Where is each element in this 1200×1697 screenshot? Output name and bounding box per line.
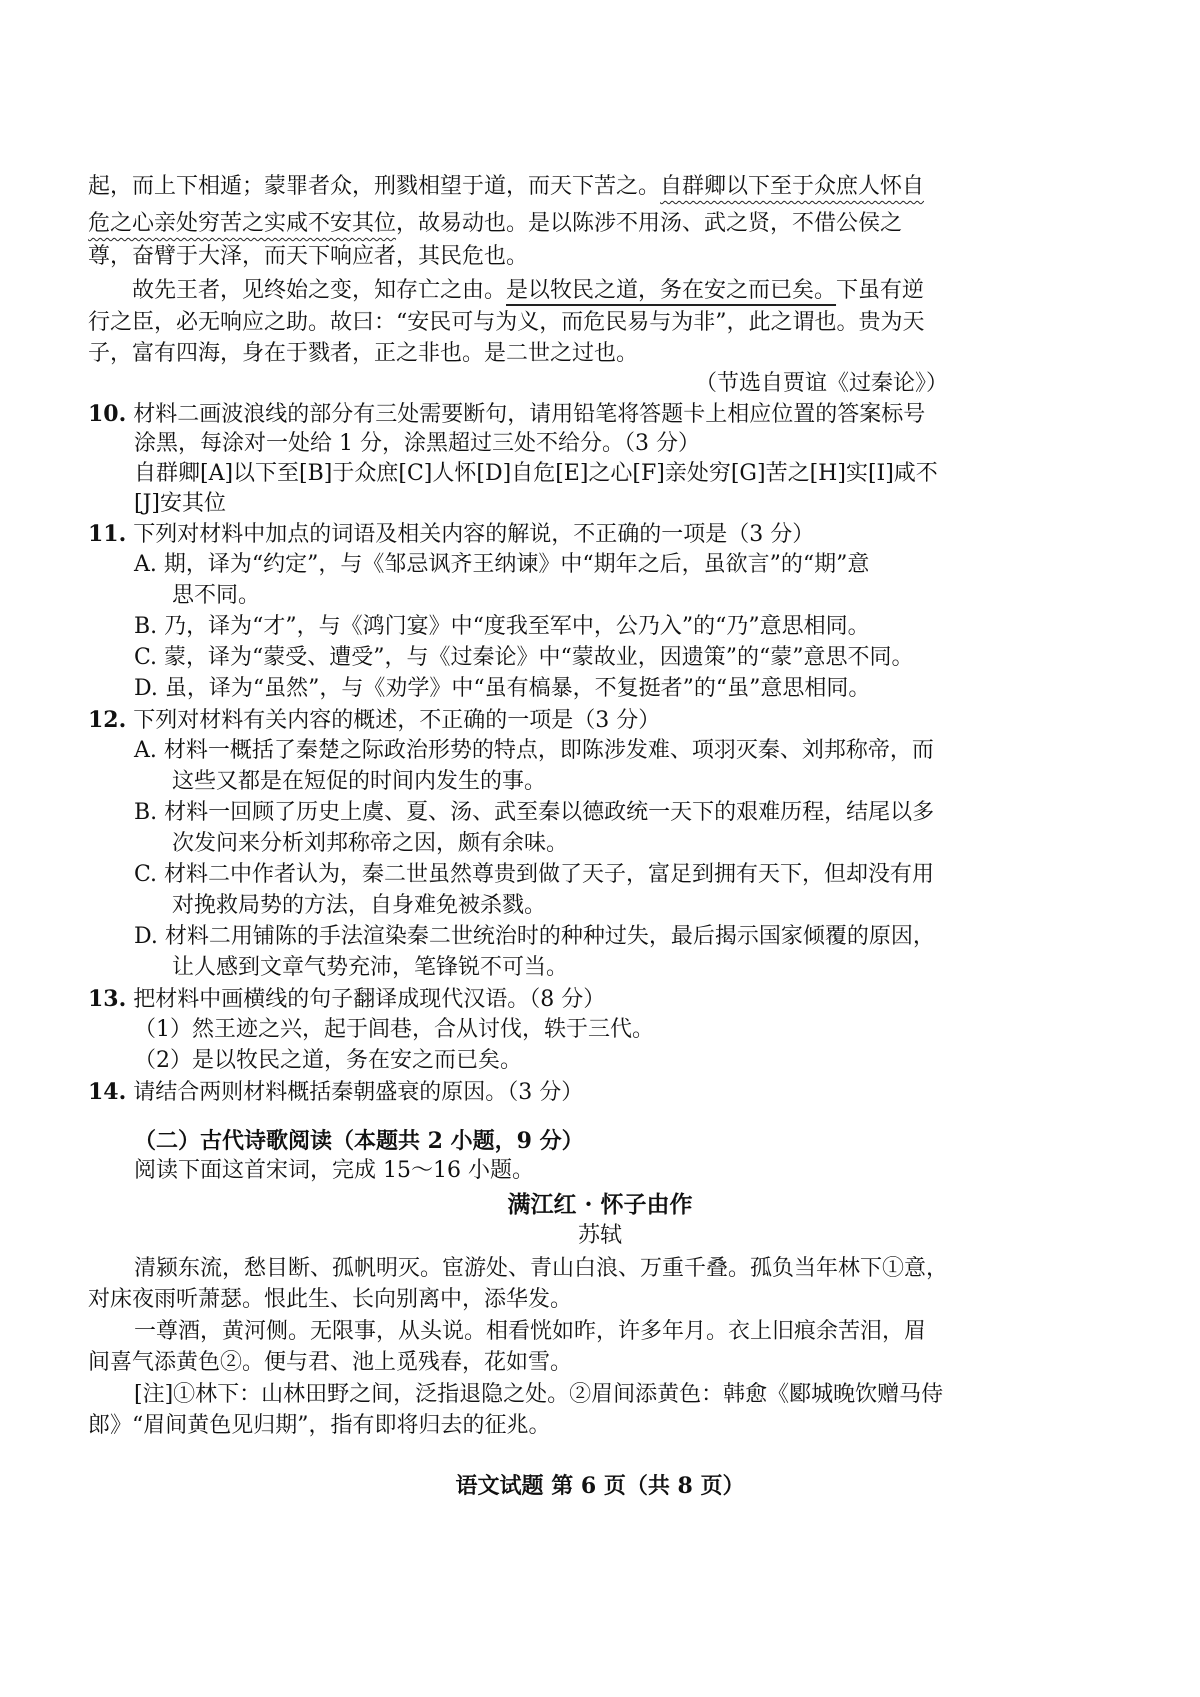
option-a: A. 期，译为“约定”，与《邹忌讽齐王纳谏》中“期年之后，虽欲言”的“期”意: [134, 552, 870, 577]
section-instruction: 阅读下面这首宋词，完成 15～16 小题。: [134, 1158, 534, 1183]
question-stem-line: 涂黑，每涂对一处给 1 分，涂黑超过三处不给分。（3 分）: [134, 431, 700, 456]
question-stem: 下列对材料中加点的词语及相关内容的解说，不正确的一项是（3 分）: [133, 522, 815, 547]
underlined-sentence: 是以牧民之道，务在安之而已矣。: [506, 278, 837, 303]
option-c: C. 蒙，译为“蒙受、遭受”，与《过秦论》中“蒙故业，因遗策”的“蒙”意思不同。: [134, 645, 914, 670]
question-13: [88, 988, 605, 1011]
option-c: C. 材料二中作者认为，秦二世虽然尊贵到做了天子，富足到拥有天下，但却没有用: [134, 862, 935, 887]
question-11: [88, 523, 814, 546]
poem-line: 一尊酒，黄河侧。无限事，从头说。相看恍如昨，许多年月。衣上旧痕余苦泪，眉: [134, 1319, 927, 1344]
passage-line: 子，富有四海，身在于戮者，正之非也。是二世之过也。: [88, 341, 639, 366]
poem-note: 郎》“眉间黄色见归期”，指有即将归去的征兆。: [88, 1413, 551, 1438]
question-stem: 请结合两则材料概括秦朝盛衰的原因。（3 分）: [133, 1080, 584, 1105]
passage-line: [88, 213, 902, 235]
option-c-cont: 对挽救局势的方法，自身难免被杀戮。: [172, 893, 547, 918]
question-sentence-line: [J]安其位: [134, 491, 226, 516]
translation-sentence-1: （1）然王迹之兴，起于闾巷，合从讨伐，轶于三代。: [134, 1017, 654, 1042]
passage-line: [88, 176, 924, 198]
question-stem: 材料二画波浪线的部分有三处需要断句，请用铅笔将答题卡上相应位置的答案标号: [133, 402, 926, 427]
passage-source: （节选自贾谊《过秦论》）: [695, 371, 949, 396]
passage-line: 行之臣，必无响应之助。故曰：“安民可与为义，而危民易与为非”，此之谓也。贵为天: [88, 310, 925, 335]
section-heading: （二）古代诗歌阅读（本题共 2 小题，9 分）: [134, 1128, 584, 1154]
question-10: [88, 403, 925, 426]
question-number: 14.: [88, 1079, 127, 1105]
passage-line: [132, 280, 924, 302]
option-a-cont: 思不同。: [172, 583, 261, 608]
passage-text: 故先王者，见终始之变，知存亡之由。: [132, 278, 507, 303]
option-b: B. 材料一回顾了历史上虞、夏、汤、武至秦以德政统一天下的艰难历程，结尾以多: [134, 800, 935, 825]
option-a-cont: 这些又都是在短促的时间内发生的事。: [172, 769, 547, 794]
question-stem: 下列对材料有关内容的概述，不正确的一项是（3 分）: [133, 708, 661, 733]
poem-line: 间喜气添黄色②。便与君、池上觅残春，花如雪。: [88, 1350, 573, 1375]
question-number: 10.: [88, 401, 127, 427]
option-d-cont: 让人感到文章气势充沛，笔锋锐不可当。: [172, 955, 569, 980]
poem-author: 苏轼: [577, 1223, 622, 1248]
question-12: [88, 709, 660, 732]
question-number: 13.: [88, 986, 127, 1012]
passage-text: 起，而上下相遁；蒙罪者众，刑戮相望于道，而天下苦之。: [88, 174, 661, 199]
passage-text: ，故易动也。是以陈涉不用汤、武之贤，不借公侯之: [396, 211, 903, 236]
option-b: B. 乃，译为“才”，与《鸿门宴》中“度我至军中，公乃入”的“乃”意思相同。: [134, 614, 870, 639]
poem-line: 对床夜雨听萧瑟。恨此生、长向别离中，添华发。: [88, 1287, 573, 1312]
poem-line: 清颍东流，愁目断、孤帆明灭。宦游处、青山白浪、万重千叠。孤负当年林下①意，: [134, 1256, 949, 1281]
translation-sentence-2: （2）是以牧民之道，务在安之而已矣。: [134, 1048, 522, 1073]
page-footer: 语文试题 第 6 页（共 8 页）: [455, 1473, 745, 1499]
passage-text: 下虽有逆: [836, 278, 925, 303]
wavy-underlined-text: 自群卿以下至于众庶人怀自: [660, 174, 925, 199]
poem-note: [注]①林下：山林田野之间，泛指退隐之处。②眉间添黄色：韩愈《郾城晚饮赠马侍: [134, 1382, 944, 1407]
question-stem: 把材料中画横线的句子翻译成现代汉语。（8 分）: [133, 987, 606, 1012]
wavy-underlined-text: 危之心亲处穷苦之实咸不安其位: [88, 211, 397, 236]
option-a: A. 材料一概括了秦楚之际政治形势的特点，即陈涉发难、项羽灭秦、刘邦称帝，而: [134, 738, 934, 763]
question-sentence-line: 自群卿[A]以下至[B]于众庶[C]人怀[D]自危[E]之心[F]亲处穷[G]苦之[H]实[I]咸不: [134, 461, 938, 486]
question-number: 11.: [88, 521, 127, 547]
option-d: D. 材料二用铺陈的手法渲染秦二世统治时的种种过失，最后揭示国家倾覆的原因，: [134, 924, 935, 949]
poem-title: 满江红 · 怀子由作: [507, 1191, 693, 1218]
question-number: 12.: [88, 707, 127, 733]
option-d: D. 虽，译为“虽然”，与《劝学》中“虽有槁暴，不复挺者”的“虽”意思相同。: [134, 676, 871, 701]
question-14: [88, 1081, 583, 1104]
option-b-cont: 次发问来分析刘邦称帝之因，颇有余味。: [172, 831, 569, 856]
passage-line: 尊，奋臂于大泽，而天下响应者，其民危也。: [88, 244, 529, 269]
